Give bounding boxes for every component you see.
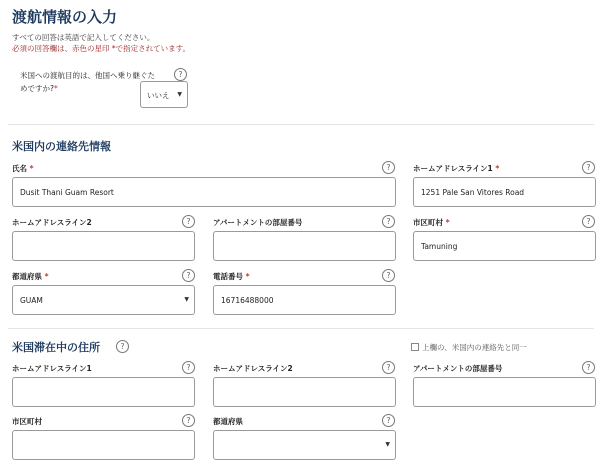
address1-label [413,163,499,174]
help-icon[interactable]: ? [382,215,395,228]
stay-state-label: 都道府県 [213,417,243,426]
stay-address1-label: ホームアドレスライン1 [12,364,92,373]
help-icon[interactable]: ? [182,361,195,374]
name-label-text: 氏名 [12,164,27,173]
stay-city-input[interactable] [12,430,195,460]
divider [8,328,594,329]
stay-state-select[interactable] [213,430,396,460]
state-label [12,271,49,282]
stay-address2-input[interactable] [213,377,396,407]
address2-label: ホームアドレスライン2 [12,218,92,227]
help-icon[interactable]: ? [382,361,395,374]
address1-label-text: ホームアドレスライン1 [413,164,493,173]
english-note: すべての回答は英語で記入してください。 [12,33,155,42]
stay-address2-label: ホームアドレスライン2 [213,364,293,373]
stay-address1-input[interactable] [12,377,195,407]
help-icon[interactable]: ? [182,414,195,427]
required-mark: * [53,84,58,93]
same-as-contact-label: 上欄の、米国内の連絡先と同一 [422,343,527,352]
same-as-contact-checkbox[interactable] [411,343,419,351]
phone-label-text: 電話番号 [213,272,243,281]
chevron-down-icon: ▼ [177,91,182,98]
contact-section-title: 米国内の連絡先情報 [12,140,111,153]
help-icon[interactable]: ? [582,215,595,228]
stay-city-label: 市区町村 [12,417,42,426]
required-mark: * [445,218,450,227]
help-icon[interactable]: ? [582,361,595,374]
help-icon[interactable]: ? [382,414,395,427]
stay-section-title-text: 米国滞在中の住所 [12,341,100,354]
help-icon[interactable]: ? [382,161,395,174]
help-icon[interactable]: ? [182,269,195,282]
apartment-input[interactable] [213,231,396,261]
transit-question-text: 米国への渡航目的は、他国へ乗り継ぐためですか? [20,71,155,93]
phone-label [213,271,250,282]
apartment-label: アパートメントの部屋番号 [213,218,303,227]
required-mark: * [245,272,250,281]
required-mark: * [495,164,500,173]
required-note: 必須の回答欄は、赤色の星印 *で指定されています。 [12,44,191,53]
help-icon[interactable]: ? [582,161,595,174]
state-select-value: GUAM [20,296,43,305]
required-mark: * [29,164,34,173]
phone-input[interactable]: 16716488000 [213,285,396,315]
help-icon[interactable]: ? [116,340,129,353]
stay-apartment-label: アパートメントの部屋番号 [413,364,503,373]
stay-section-title [12,339,100,355]
chevron-down-icon: ▼ [385,441,390,448]
name-label [12,163,34,174]
address1-input[interactable]: 1251 Pale San Vitores Road [413,177,596,207]
state-select[interactable] [12,285,195,315]
state-label-text: 都道府県 [12,272,42,281]
required-mark: * [44,272,49,281]
divider [8,124,594,125]
city-input[interactable]: Tamuning [413,231,596,261]
city-label-text: 市区町村 [413,218,443,227]
help-icon[interactable]: ? [174,68,187,81]
page-title: 渡航情報の入力 [12,8,118,26]
chevron-down-icon: ▼ [184,296,189,303]
stay-apartment-input[interactable] [413,377,596,407]
name-input[interactable]: Dusit Thani Guam Resort [12,177,396,207]
help-icon[interactable]: ? [182,215,195,228]
transit-select-value: いいえ [147,91,170,100]
transit-select[interactable] [140,81,188,108]
city-label [413,217,450,228]
same-as-contact-option[interactable] [411,342,527,353]
transit-question-label [20,69,160,95]
help-icon[interactable]: ? [382,269,395,282]
address2-input[interactable] [12,231,195,261]
